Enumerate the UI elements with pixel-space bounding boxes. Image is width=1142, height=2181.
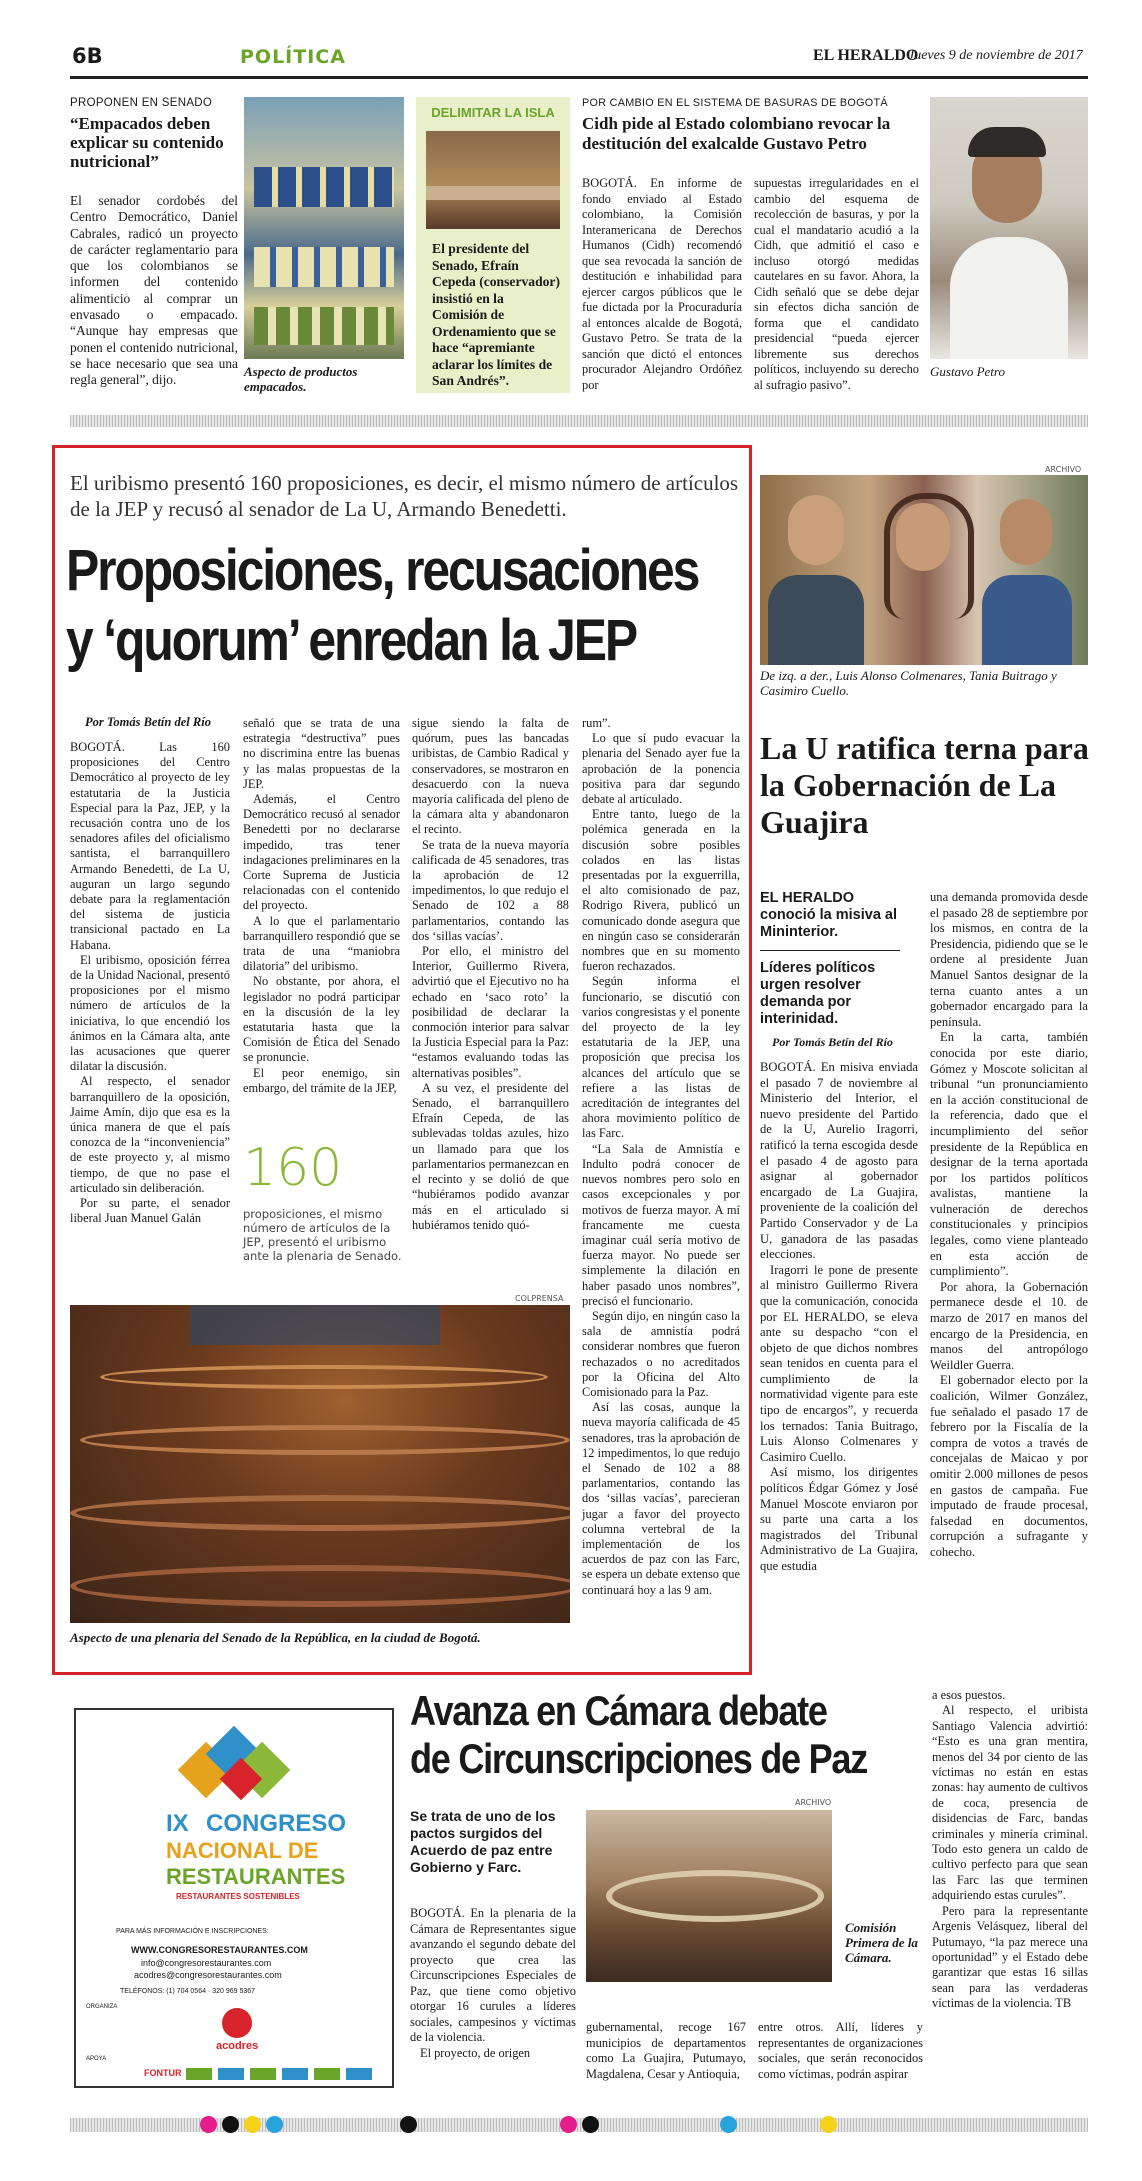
guajira-sub2: Líderes políticos urgen resolver demanda por interinidad. bbox=[760, 960, 876, 1027]
ad-logo-icon bbox=[186, 1730, 296, 1800]
paragraph: Según dijo, en ningún caso la sala de amnistía podrá considerar nombres que fueron rechazados o no acreditados por la Oficina del Alto Comisionado para la Paz. bbox=[582, 1308, 740, 1399]
paragraph: Así mismo, los dirigentes políticos Édgar Gómez y José Manuel Moscote enviaron por su parte una carta a los magistrados del Tribunal Administrativo de La Guajira, que estudia bbox=[760, 1465, 918, 1573]
main-headline-2: y ‘quorum’ enredan la JEP bbox=[66, 608, 636, 673]
commission-caption: Comisión Primera de la Cámara. bbox=[845, 1920, 918, 1965]
ad-web: WWW.CONGRESORESTAURANTES.COM bbox=[131, 1945, 308, 1955]
ad-roman: IX bbox=[166, 1810, 189, 1837]
bottom-col4 bbox=[932, 1688, 1088, 2012]
petro-col1: BOGOTÁ. En informe de fondo enviado al Estado colombiano, la Comisión Interamericana de Derechos Humanos (Cidh) recomendó que sea revocada la sanción de destitución e inhabilidad para ejercer cargos públicos que le fue dictada por la Procuraduría al entonces alcalde de Bogotá, Gustavo Petro. Se trata de la sanción que dictó el entonces procurador Alejandro Ordóñez por bbox=[582, 176, 742, 392]
bottom-headline-2: de Circunscripciones de Paz bbox=[410, 1735, 867, 1782]
guajira-col2 bbox=[930, 890, 1088, 1561]
ad-line3: RESTAURANTES bbox=[166, 1864, 346, 1889]
main-col2 bbox=[243, 716, 400, 1096]
bottom-headline-1: Avanza en Cámara debate bbox=[410, 1687, 827, 1734]
ad-tagline: RESTAURANTES SOSTENIBLES bbox=[176, 1892, 300, 1901]
paragraph: BOGOTÁ. En la plenaria de la Cámara de Representantes sigue avanzando el segundo debate del proyecto que crea las Circunscripciones Especiales de Paz, que tiene como objetivo otorgar 16 curules a líderes sociales, campesinos y víctimas de la violencia. bbox=[410, 1906, 576, 2044]
ad-org: acodres bbox=[216, 2040, 259, 2052]
paragraph: A lo que el parlamentario barranquillero respondió que se trata de una “maniobra dilatoria” del uribismo. bbox=[243, 913, 400, 974]
paragraph: sigue siendo la falta de quórum, pues las bancadas uribistas, de Cambio Radical y conservadores, se mostraron en desacuerdo con la nueva mayoría calificada del pleno de la cámara alta y abandonaron el recinto. bbox=[412, 716, 569, 837]
plenary-photo-credit: COLPRENSA bbox=[515, 1294, 564, 1303]
brief-body: El senador cordobés del Centro Democrático, Daniel Cabrales, radicó un proyecto de carácter reglamentario para que los colombianos se informen del contenido alimenticio al comprar un envasado o empacado. “Aunque hay empresas que ponen el contenido nutricional, se hace necesario que sea una regla general”, dijo. bbox=[70, 193, 238, 388]
bottom-col2: gubernamental, recoge 167 municipios de departamentos como La Guajira, Putumayo, Magdalena, Cesar y Antioquia, bbox=[586, 2020, 746, 2081]
ad-phones: TELÉFONOS: (1) 704 0564 · 320 969 5367 bbox=[120, 1988, 256, 1995]
paragraph: Así las cosas, aunque la nueva mayoría calificada de 45 senadores, tras la aprobación de 12 impedimentos, lo que redujo el Senado de 102 a 88 parlamentarios, contando las dos ‘sillas vacías’, parecieran jugar a favor del proyecto columna vertebral de la implementación de los acuerdos de paz con las Farc, se espera un debate extenso que continuará hoy a las 9 am. bbox=[582, 1400, 740, 1597]
acodres-logo-icon bbox=[222, 2008, 252, 2038]
guajira-byline: Por Tomás Betín del Río bbox=[772, 1035, 893, 1049]
paragraph: El proyecto, de origen bbox=[420, 2045, 531, 2060]
section-label: POLÍTICA bbox=[240, 46, 346, 68]
petro-photo bbox=[930, 97, 1088, 359]
ad-organiza: ORGANIZA bbox=[86, 2004, 118, 2010]
island-box bbox=[416, 97, 570, 393]
paragraph: El peor enemigo, sin embargo, del trámite de la JEP, bbox=[243, 1065, 400, 1095]
paragraph: BOGOTÁ. Las 160 proposiciones del Centro Democrático al proyecto de ley estatutaria de la Justicia Especial para la Paz, JEP, y la recusación contra uno de los senadores afiles del oficialismo santista, el barranquillero Armando Benedetti, de La U, auguran un largo segundo debate para la reglamentación del sistema de justicia transicional pactado en La Habana. bbox=[70, 740, 230, 952]
issue-date: Jueves 9 de noviembre de 2017 bbox=[908, 48, 1083, 63]
guajira-col1 bbox=[760, 1060, 918, 1575]
plenary-caption: Aspecto de una plenaria del Senado de la República, en la ciudad de Bogotá. bbox=[70, 1630, 481, 1645]
ad-line2: NACIONAL DE bbox=[166, 1838, 319, 1863]
registration-dots bbox=[200, 2115, 900, 2135]
stat-text: proposiciones, el mismo número de artículos de la JEP, presentó el uribismo ante la plenaria de Senado. bbox=[243, 1207, 402, 1263]
paragraph: una demanda promovida desde el pasado 28 de septiembre por los mismos, en contra de la Presidencia, pidiendo que se le ordene al presidente Juan Manuel Santos designar de la terna cuanto antes a un gobernador encargado para la península. bbox=[930, 890, 1088, 1029]
main-headline-1: Proposiciones, recusaciones bbox=[66, 538, 699, 603]
paragraph: rum”. bbox=[582, 716, 611, 730]
guajira-sub1: EL HERALDO conoció la misiva al Mininterior. bbox=[760, 890, 897, 940]
guajira-headline: La U ratifica terna para la Gobernación de La Guajira bbox=[760, 730, 1089, 840]
paragraph: Por ahora, la Gobernación permanece desde el 10. de marzo de 2017 en manos del encargo de la Presidencia, en manos del antropólogo Weildler Guerra. bbox=[930, 1279, 1088, 1372]
main-dek: El uribismo presentó 160 proposiciones, es decir, el mismo número de artículos de la JEP y recusó al senador de La U, Armando Benedetti. bbox=[70, 471, 739, 521]
paragraph: Además, el Centro Democrático recusó al senador Benedetti por no declararse impedido, tras tener indagaciones preliminares en la Corte Suprema de Justicia relacionadas con el contenido del proyecto. bbox=[243, 792, 400, 913]
main-byline: Por Tomás Betín del Río bbox=[85, 715, 211, 729]
products-photo bbox=[244, 97, 404, 359]
paragraph: En la carta, también conocida por este diario, Gómez y Moscote solicitan al tribunal “un pronunciamiento en la acción constitucional de la referencia, dado que el incumplimiento del señor presidente de la República en designar de la terna aportada por los partidos políticos avalistas, mantiene la vulneración de derechos constitucionales y principios legales, como viene planteado en esta acción de cumplimiento”. bbox=[930, 1030, 1088, 1279]
bottom-col1 bbox=[410, 1906, 576, 2061]
senate-commission-photo bbox=[426, 131, 560, 229]
brief-title: “Empacados deben explicar su contenido nutricional” bbox=[70, 114, 224, 171]
page-number: 6B bbox=[72, 44, 103, 68]
terna-caption: De izq. a der., Luis Alonso Colmenares, Tania Buitrago y Casimiro Cuello. bbox=[760, 668, 1057, 698]
ad-email2: acodres@congresorestaurantes.com bbox=[134, 1970, 282, 1980]
restaurant-congress-ad bbox=[74, 1708, 394, 2088]
paragraph: BOGOTÁ. En misiva enviada el pasado 7 de noviembre al Ministerio del Interior, el nuevo presidente del Partido de la U, Aurelio Iragorri, ratificó la terna escogida desde el pasado 4 de agosto para asignar al gobernador encargado de La Guajira, proveniente de la coalición del Partido Conservador y de La U, ganadora de las pasadas elecciones. bbox=[760, 1060, 918, 1262]
bottom-photo-credit: ARCHIVO bbox=[795, 1798, 832, 1807]
ad-info-label: PARA MÁS INFORMACIÓN E INSCRIPCIONES: bbox=[116, 1928, 269, 1935]
paragraph: Entre tanto, luego de la polémica generada en la discusión sobre posibles colados en las listas presentadas por la exguerrilla, el alto comisionado de paz, Rodrigo Rivera, publicó un comunicado donde asegura que en ningún caso se considerarán nombres que en su momento fueron rechazados. bbox=[582, 807, 740, 974]
paragraph: No obstante, por ahora, el legislador no podrá participar en la discusión de la ley estatutaria hasta que la Comisión de Ética del Senado se pronuncie. bbox=[243, 974, 400, 1065]
terna-photo bbox=[760, 475, 1088, 665]
paragraph: Se trata de la nueva mayoría calificada de 45 senadores, tras la aprobación de 12 impedimentos, lo que redujo el Senado de 102 a 88 parlamentarios, contando las dos ‘sillas vacías’. bbox=[412, 837, 569, 943]
sub-divider bbox=[760, 950, 900, 951]
paragraph: “La Sala de Amnistía e Indulto podrá conocer de nuevos nombres pero solo en casos excepcionales y por motivos de fuerza mayor. A mí francamente me cuesta imaginar cuál sería motivo de fuerza mayor. No puede ser simplemente la dilación en haber pasado unos nombres”, precisó el funcionario. bbox=[582, 1141, 740, 1308]
senate-plenary-photo bbox=[70, 1305, 570, 1623]
paragraph: El gobernador electo por la coalición, Wilmer González, fue señalado el pasado 17 de febrero por la Fiscalía de la compra de votos a través de concejalas de Maicao y por omitir 2.000 millones de pesos en gastos de campaña. Fue imputado de fraude procesal, falsedad en documentos, corrupción a sufragante y cohecho. bbox=[930, 1373, 1088, 1559]
paragraph: Lo que sí pudo evacuar la plenaria del Senado ayer fue la aprobación de la ponencia positiva para dar segundo debate al articulado. bbox=[582, 731, 740, 807]
header-rule bbox=[70, 76, 1088, 79]
paragraph: Iragorri le pone de presente al ministro Guillermo Rivera que la comunicación, conocida por EL HERALDO, se eleva ante su despacho “con el objeto de que dichos nombres sean tenidos en cuenta para el cumplimiento de la normatividad vigente para este tipo de encargos”, y recuerda los ternados: Tania Buitrago, Luis Alonso Colmenares y Casimiro Cuello. bbox=[760, 1262, 918, 1464]
paragraph: Pero para la representante Argenis Velásquez, liberal del Putumayo, “la paz merece una oportunidad” y el Estado debe garantizar que estas 16 sillas sean para las verdaderas víctimas de la violencia. TB bbox=[932, 1903, 1088, 2011]
paragraph: El uribismo, oposición férrea de la Unidad Nacional, presentó proposiciones por el mismo número de artículos de la iniciativa, lo que encendió los ánimos en la Cámara alta, ante las acusaciones que querer dilatar la discusión. bbox=[70, 952, 230, 1074]
main-col4 bbox=[582, 716, 740, 1598]
ad-sponsor-logos bbox=[186, 2068, 376, 2080]
petro-caption: Gustavo Petro bbox=[930, 364, 1005, 379]
paragraph: Según informa el funcionario, se discutió con varios congresistas y el ponente del proyecto de la ley estatutaria de la JEP, una proposición que precisa los alcances del artículo que se refiere a las listas de acreditación de integrantes del ahora movimiento político de las Farc. bbox=[582, 974, 740, 1141]
masthead-name: EL HERALDO bbox=[813, 47, 919, 64]
paragraph: señaló que se trata de una estrategia “destructiva” pues no discrimina entre las buenas y las malas propuestas de la JEP. bbox=[243, 716, 400, 791]
paragraph: Por su parte, el senador liberal Juan Manuel Galán bbox=[70, 1196, 230, 1226]
main-col3 bbox=[412, 716, 569, 1233]
brief-kicker: PROPONEN EN SENADO bbox=[70, 97, 213, 109]
bottom-sub: Se trata de uno de los pactos surgidos del Acuerdo de paz entre Gobierno y Farc. bbox=[410, 1808, 556, 1875]
island-box-body: El presidente del Senado, Efraín Cepeda (conservador) insistió en la Comisión de Ordenamiento que se hace “apremiante aclarar los límites de San Andrés”. bbox=[432, 241, 560, 388]
paragraph: Al respecto, el senador barranquillero de la oposición, Jaime Amín, dijo que esa es la única manera de que el país conozca de la “inconveniencia” de este proyecto y, al mismo tiempo, de que no pase el articulado sin deliberación. bbox=[70, 1074, 230, 1195]
separator-top bbox=[70, 415, 1088, 427]
products-caption: Aspecto de productos empacados. bbox=[244, 364, 358, 394]
guajira-photo-credit: ARCHIVO bbox=[1045, 465, 1082, 474]
paragraph: Al respecto, el uribista Santiago Valencia advirtió: “Esto es una gran mentira, menos del 34 por ciento de las víctimas no están en estas zonas: hay aumento de cultivos de coca, presencia de disidencias de Farc, bandas criminales y minería criminal. Todo esto genera un caldo de cultivo perfecto para que sean las Farc las que terminen adquiriendo estas curules”. bbox=[932, 1703, 1088, 1903]
petro-col2: supuestas irregularidades en el cambio del esquema de recolección de basuras, y por la cual el mandatario acudió a la Cidh, que admitió el caso e incluso otorgó medidas cautelares en su favor. Ahora, la Cidh señaló que se debe dejar sin efectos dicha sanción de forma que el candidato presidencial “pueda ejercer libremente sus derechos políticos, incluyendo su derecho al sufragio pasivo”. bbox=[754, 176, 919, 392]
bottom-col3: entre otros. Allí, líderes y representantes de organizaciones sociales, que serán reconocidos como víctimas, podrán aspirar bbox=[758, 2020, 923, 2081]
paragraph: a esos puestos. bbox=[932, 1688, 1006, 1702]
petro-title: Cidh pide al Estado colombiano revocar la destitución del exalcalde Gustavo Petro bbox=[582, 114, 891, 153]
paragraph: A su vez, el presidente del Senado, el barranquillero Efraín Cepeda, de las sublevadas toldas azules, hizo un llamado para que los parlamentarios permanezcan en el recinto y se dolió de que “hubiéramos podido avanzar más en el articulado si hubiéramos tenido quó- bbox=[412, 1080, 569, 1232]
petro-kicker: POR CAMBIO EN EL SISTEMA DE BASURAS DE BOGOTÁ bbox=[582, 97, 888, 109]
ad-apoya: APOYA bbox=[86, 2056, 107, 2062]
main-col1 bbox=[70, 740, 230, 1227]
ad-line1: CONGRESO bbox=[206, 1810, 347, 1837]
ad-sponsor: FONTUR bbox=[144, 2068, 182, 2078]
ad-email1: info@congresorestaurantes.com bbox=[141, 1958, 272, 1968]
island-box-label: DELIMITAR LA ISLA bbox=[431, 105, 555, 120]
paragraph: Por ello, el ministro del Interior, Guillermo Rivera, advirtió que el Ejecutivo no ha echado en ‘saco roto’ la posibilidad de declarar la conmoción interior para salvar la Justicia Especial para la Paz: “estamos evaluando todas las alternativas posibles”. bbox=[412, 944, 569, 1080]
commission-photo bbox=[586, 1810, 832, 1982]
stat-number: 160 bbox=[243, 1138, 343, 1198]
